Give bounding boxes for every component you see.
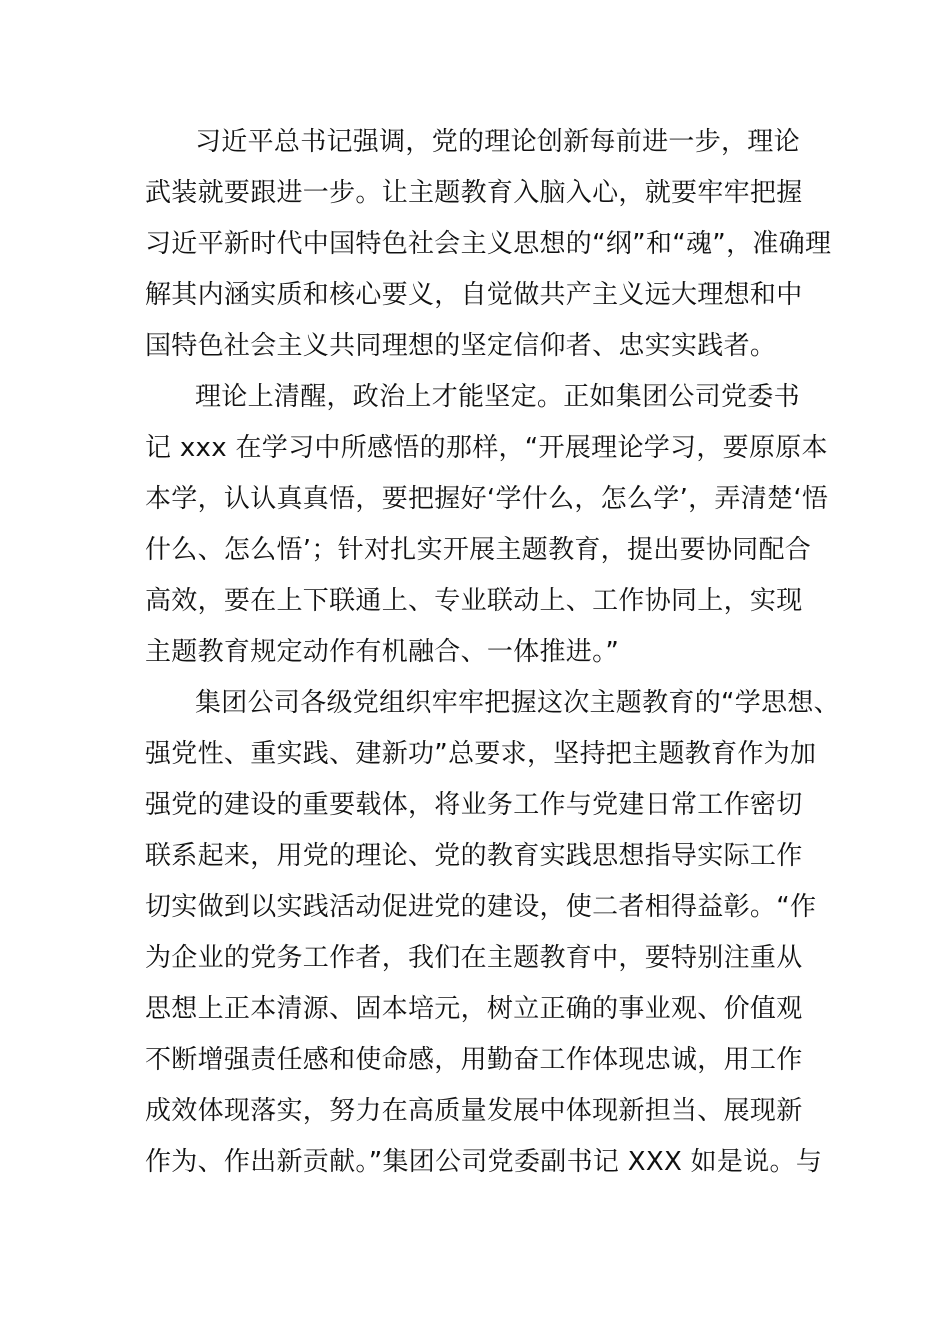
text-line: 作为、作出新贡献。”集团公司党委副书记 XXX 如是说。与 — [145, 1147, 823, 1177]
paragraph — [145, 117, 832, 372]
text-line: 记 xxx 在学习中所感悟的那样，“开展理论学习，要原原本 — [145, 433, 828, 463]
text-line: 成效体现落实，努力在高质量发展中体现新担当、展现新 — [145, 1096, 803, 1126]
text-line: 习近平新时代中国特色社会主义思想的“纲”和“魂”，准确理 — [145, 229, 832, 259]
text-line: 切实做到以实践活动促进党的建设，使二者相得益彰。“作 — [145, 892, 817, 922]
text-line: 本学，认认真真悟，要把握好‘学什么，怎么学’，弄清楚‘悟 — [145, 484, 829, 514]
text-line: 为企业的党务工作者，我们在主题教育中，要特别注重从 — [145, 943, 803, 973]
text-line: 高效，要在上下联通上、专业联动上、工作协同上，实现 — [145, 586, 803, 616]
text-line: 强党的建设的重要载体，将业务工作与党建日常工作密切 — [145, 790, 803, 820]
text-line: 主题教育规定动作有机融合、一体推进。” — [145, 637, 620, 667]
paragraph — [145, 678, 840, 1188]
text-line: 什么、怎么悟’；针对扎实开展主题教育，提出要协同配合 — [145, 535, 812, 565]
text-line: 联系起来，用党的理论、党的教育实践思想指导实际工作 — [145, 841, 803, 871]
text-line: 集团公司各级党组织牢牢把握这次主题教育的“学思想、 — [195, 688, 840, 718]
text-line: 强党性、重实践、建新功”总要求，坚持把主题教育作为加 — [145, 739, 817, 769]
text-line: 国特色社会主义共同理想的坚定信仰者、忠实实践者。 — [145, 331, 777, 361]
text-line: 解其内涵实质和核心要义，自觉做共产主义远大理想和中 — [145, 280, 803, 310]
text-line: 武装就要跟进一步。让主题教育入脑入心，就要牢牢把握 — [145, 178, 803, 208]
text-line: 习近平总书记强调，党的理论创新每前进一步，理论 — [195, 127, 800, 157]
text-line: 不断增强责任感和使命感，用勤奋工作体现忠诚，用工作 — [145, 1045, 803, 1075]
document-body — [145, 117, 840, 1188]
text-line: 思想上正本清源、固本培元，树立正确的事业观、价值观 — [145, 994, 803, 1024]
text-line: 理论上清醒，政治上才能坚定。正如集团公司党委书 — [195, 382, 800, 412]
paragraph — [145, 372, 829, 678]
